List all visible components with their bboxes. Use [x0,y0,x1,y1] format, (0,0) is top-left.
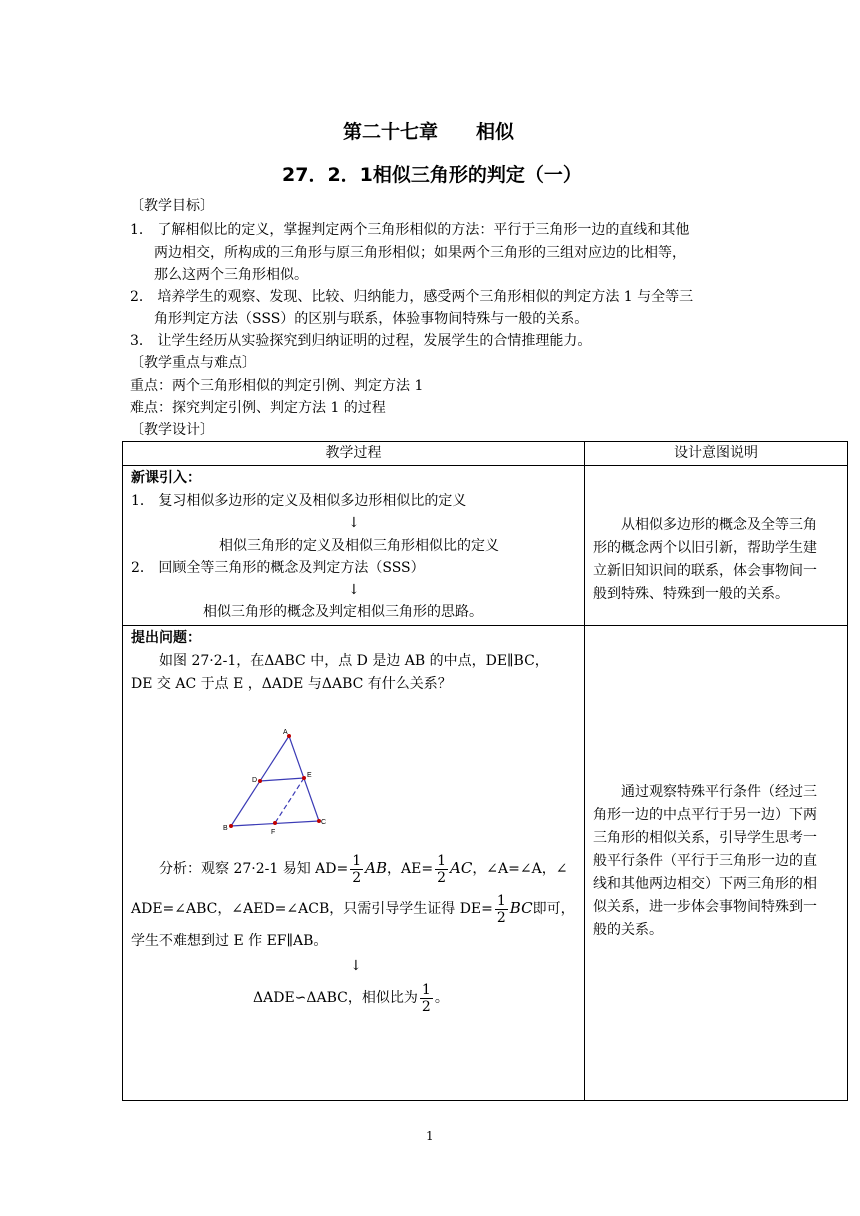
segment-bc: BC [509,899,533,917]
objective-2-line-1: 2． 培养学生的观察、发现、比较、归纳能力，感受两个三角形相似的判定方法 1 与全等三 [130,289,694,305]
row1-line-3: 2． 回顾全等三角形的概念及判定方法（SSS） [131,560,425,576]
conclusion-suffix: 。 [434,990,449,1006]
row2-intent-line-4: 般平行条件（平行于三角形一边的直 [593,853,817,869]
point-c-label: C [321,819,327,826]
point-b-label: B [223,825,228,832]
row1-heading: 新课引入： [131,470,201,486]
analysis-line-3: 学生不难想到过 E 作 EF∥AB。 [131,933,328,949]
row1-line-4: 相似三角形的概念及判定相似三角形的思路。 [203,604,483,620]
row2-intent-line-5: 线和其他两边相交）下两三角形的相 [593,876,817,892]
header-process: 教学过程 [123,442,585,466]
row1-intent-cell [585,466,848,626]
row2-process-cell [123,626,585,1101]
objective-3-line-1: 3． 让学生经历从实验探究到归纳证明的过程，发展学生的合情推理能力。 [130,333,592,349]
key-point: 重点：两个三角形相似的判定引例、判定方法 1 [130,378,424,394]
objective-2-line-2: 角形判定方法（SSS）的区别与联系，体验事物间特殊与一般的关系。 [154,311,589,327]
conclusion-prefix: ΔADE∽ΔABC，相似比为 [253,990,418,1006]
row2-intent-line-7: 般的关系。 [593,922,663,938]
difficulty: 难点：探究判定引例、判定方法 1 的过程 [130,400,386,416]
arrow-down-icon: ↓ [348,582,360,598]
row2-intent-line-3: 三角形的相似关系，引导学生思考一 [593,830,817,846]
arrow-down-icon: ↓ [350,958,362,974]
point-d-label: D [252,777,258,784]
fraction-half: $\frac{1}{2}$ [352,852,362,886]
row2-heading: 提出问题： [131,630,201,646]
analysis-ae: ，AE= [387,861,434,877]
row1-line-1: 1． 复习相似多边形的定义及相似多边形相似比的定义 [131,493,467,509]
fraction-half: $\frac{1}{2}$ [437,852,446,886]
design-heading: 〔教学设计〕 [130,422,214,438]
row2-intent-line-2: 角形一边的中点平行于另一边）下两 [593,807,817,823]
objective-1-line-1: 1． 了解相似比的定义，掌握判定两个三角形相似的方法：平行于三角形一边的直线和其他 [130,222,690,238]
objectives-heading: 〔教学目标〕 [130,198,214,214]
analysis-line-1 [159,848,567,889]
analysis-line-2-suffix: 即可， [532,901,575,917]
point-f-label: F [271,829,276,836]
objective-1-line-2: 两边相交，所构成的三角形与原三角形相似；如果两个三角形的三组对应边的比相等， [154,245,686,261]
fraction-half: $\frac{1}{2}$ [421,981,431,1015]
conclusion [253,978,449,1018]
analysis-prefix: 分析：观察 27·2-1 易知 AD= [159,861,349,877]
triangle-figure [223,726,343,836]
row2-intent-cell [585,626,848,1101]
segment-ab: AB [365,859,388,877]
page-number: 1 [426,1129,434,1143]
arrow-down-icon: ↓ [348,515,360,531]
header-intent: 设计意图说明 [585,442,848,466]
row1-line-2: 相似三角形的定义及相似三角形相似比的定义 [219,538,499,554]
analysis-line-2-prefix: ADE=∠ABC，∠AED=∠ACB，只需引导学生证得 DE= [131,901,493,917]
analysis-line-2 [131,888,575,929]
point-e-label: E [307,772,312,779]
point-a-label: A [283,729,288,736]
key-points-heading: 〔教学重点与难点〕 [130,355,256,371]
row1-intent-line-3: 立新旧知识间的联系，体会事物间一 [593,563,817,579]
fraction-half: $\frac{1}{2}$ [496,892,506,926]
chapter-title: 第二十七章 相似 [343,121,515,143]
row1-process-cell [123,466,585,626]
objective-1-line-3: 那么这两个三角形相似。 [154,267,308,283]
row1-intent-line-4: 般到特殊、特殊到一般的关系。 [593,586,789,602]
row2-intent-line-1: 通过观察特殊平行条件（经过三 [621,784,817,800]
section-title: 27．2．1相似三角形的判定（一） [282,164,582,186]
question-line-1: 如图 27·2-1，在ΔABC 中，点 D 是边 AB 的中点，DE∥BC， [159,653,549,669]
row1-intent-line-1: 从相似多边形的概念及全等三角 [621,517,817,533]
lesson-design-table [122,441,848,1101]
segment-ac: AC [450,859,473,877]
analysis-suffix: ，∠A=∠A，∠ [472,861,568,877]
row1-intent-line-2: 形的概念两个以旧引新，帮助学生建 [593,540,817,556]
row2-intent-line-6: 似关系，进一步体会事物间特殊到一 [593,899,817,915]
question-line-2: DE 交 AC 于点 E ，ΔADE 与ΔABC 有什么关系？ [131,676,452,692]
